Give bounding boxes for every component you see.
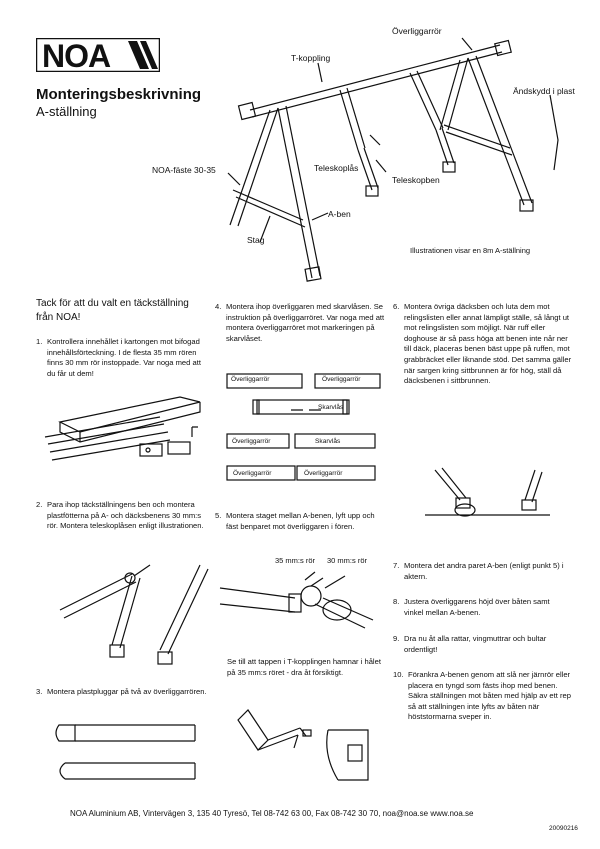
step-4	[215, 302, 385, 344]
diagram-caption: Illustrationen visar en 8m A-ställning	[410, 246, 531, 255]
rail-label-2a: Överliggarrör	[232, 438, 271, 445]
label-t-koppling: T-koppling	[291, 53, 331, 63]
step-text: Montera plastpluggar på två av överliggarrören.	[47, 687, 207, 696]
label-30mm: 30 mm:s rör	[327, 556, 368, 565]
step-text: Montera ihop överliggaren med skarvlåsen. Se instruktion på överliggarröret. Var noga med att montera överliggarröret mot markeringen på skarvlåset.	[226, 302, 385, 343]
step-number: 1.	[36, 337, 43, 346]
step-text: Justera överliggarens höjd över båten samt vinkel mellan A-benen.	[404, 597, 550, 617]
intro-text: Tack för att du valt en täckställning från NOA!	[36, 298, 189, 323]
step-5-note: Se till att tappen i T-kopplingen hamnar i hålet på 35 mm:s röret - dra åt försiktigt.	[227, 657, 381, 677]
step-text: Para ihop täckställningens ben och montera plastfötterna på A- och däcksbenens 30 mm:s rör. Montera teleskoplåsen enligt illustrationen.	[47, 500, 204, 531]
step-10	[393, 670, 573, 723]
step-number: 2.	[36, 500, 43, 509]
step-7	[393, 561, 571, 582]
box-contents-illustration	[40, 392, 210, 472]
label-andskydd: Ändskydd i plast	[513, 86, 575, 96]
step-text: Montera det andra paret A-ben (enligt punkt 5) i aktern.	[404, 561, 564, 581]
label-stag: Stag	[247, 235, 265, 245]
step-3	[36, 687, 208, 698]
step-text: Montera staget mellan A-benen, lyft upp och fäst benparet mot överliggaren i fören.	[226, 511, 375, 531]
rail-label-1b: Överliggarrör	[322, 376, 361, 383]
step-number: 7.	[393, 561, 400, 570]
deck-feet-illustration	[420, 465, 560, 520]
step-number: 10.	[393, 670, 404, 679]
page-subtitle: A-ställning	[36, 104, 97, 119]
step-text: Kontrollera innehållet i kartongen mot bifogad innehållsförteckning. I de flesta 35 mm rören finns 30 mm rör instoppade. Var noga med att du får ut dem!	[47, 337, 201, 378]
step-number: 4.	[215, 302, 222, 311]
rail-label-1a: Överliggarrör	[231, 376, 270, 383]
label-overliggarror: Överliggarrör	[392, 26, 442, 36]
label-noa-faste: NOA-fäste 30-35	[152, 165, 216, 175]
page-title: Monteringsbeskrivning	[36, 86, 202, 103]
step-number: 3.	[36, 687, 43, 696]
plug-illustration	[45, 715, 205, 785]
logo-text: NOA	[42, 38, 111, 72]
step-number: 8.	[393, 597, 400, 606]
step-text: Dra nu åt alla rattar, vingmuttrar och bultar ordentligt!	[404, 634, 547, 654]
step-2	[36, 500, 208, 532]
step-6	[393, 302, 573, 387]
step-number: 6.	[393, 302, 400, 311]
leg-assembly-illustration	[50, 560, 200, 670]
step-5	[215, 511, 385, 532]
rail-label-3a: Överliggarrör	[233, 470, 272, 477]
label-a-ben: A-ben	[328, 209, 351, 219]
label-teleskopben: Teleskopben	[392, 175, 440, 185]
step-8	[393, 597, 571, 618]
step-9	[393, 634, 571, 655]
step-text: Förankra A-benen genom att slå ner järnrör eller placera en tyngd som fästs ihop med benen. Säkra ställningen mot båten med hjälp av ett rep så att ställningen inte lyfts av båten när höststormarna sveper in.	[408, 670, 571, 722]
t-pin-illustration	[228, 700, 388, 790]
document-code: 20090216	[549, 825, 578, 832]
label-35mm: 35 mm:s rör	[275, 556, 316, 565]
noa-logo	[36, 38, 160, 72]
step-number: 9.	[393, 634, 400, 643]
label-teleskoplas: Teleskoplås	[314, 163, 359, 173]
step-text: Montera övriga däcksben och luta dem mot relingslisten eller annat lämpligt ställe, så långt ut mot relingslisten som möjligt. När ruff eller doghouse är så pass höga att benen inte når ner till däck, placeras benen bäst uppe på ruffen, mot grabbräcket eller liknande stöd. Det samma gäller när sargen kring sittbrunnen är för hög, ställ då däcksbenen i sittbrunnen.	[404, 302, 572, 386]
rail-label-3b: Överliggarrör	[304, 470, 343, 477]
skarvlas-label-2: Skarvlås	[315, 438, 341, 445]
footer-contact: NOA Aluminium AB, Vintervägen 3, 135 40 Tyresö, Tel 08-742 63 00, Fax 08-742 30 70, noa@noa.se www.noa.se	[70, 809, 474, 818]
step-number: 5.	[215, 511, 222, 520]
t-coupling-illustration	[215, 568, 385, 638]
skarvlas-label-1: Skarvlås	[318, 404, 344, 411]
step-1	[36, 337, 208, 379]
skarvlas-illustration	[225, 370, 385, 485]
